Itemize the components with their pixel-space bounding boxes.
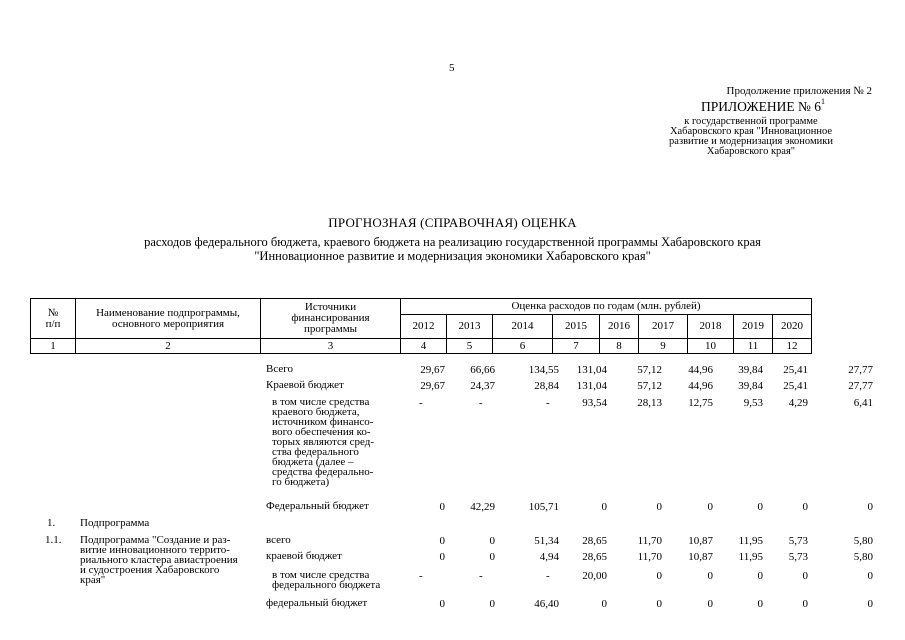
cell-value: 0: [656, 598, 662, 610]
cell-value: 131,04: [576, 364, 607, 376]
cell-value: 11,95: [738, 535, 763, 547]
cell-value: 42,29: [470, 501, 495, 513]
cell-value: 0: [601, 598, 607, 610]
cell-value: 11,70: [637, 551, 662, 563]
header-year: 2012: [401, 315, 447, 339]
subtitle-line: "Инновационное развитие и модернизация экономики Хабаровского края": [254, 249, 651, 263]
cell-value: 93,54: [582, 397, 607, 409]
cell-value: 29,67: [420, 380, 445, 392]
cell-value: 20,00: [582, 570, 607, 582]
cell-value: -: [479, 570, 483, 582]
header-text: №: [47, 306, 59, 319]
cell-value: 0: [802, 570, 808, 582]
appendix-reference: [620, 117, 882, 157]
cell-value: 28,65: [582, 535, 607, 547]
source-line: вого обеспечения ко-: [272, 426, 371, 438]
cell-value: 4,94: [539, 551, 559, 563]
cell-value: 12,75: [688, 397, 713, 409]
header-col-index: 1: [31, 339, 76, 354]
cell-value: 0: [489, 535, 495, 547]
header-col-index: 2: [76, 339, 261, 354]
row-source: всего: [266, 534, 291, 546]
row-source: федеральный бюджет: [266, 597, 368, 609]
header-col-index: 4: [401, 339, 447, 354]
table-header: [30, 298, 812, 354]
header-text: основного мероприятия: [111, 317, 225, 330]
header-year: 2018: [688, 315, 734, 339]
cell-value: 39,84: [738, 364, 763, 376]
header-col-index: 9: [639, 339, 688, 354]
row-source: Краевой бюджет: [266, 379, 344, 391]
cell-value: 46,40: [534, 598, 559, 610]
row-source: [272, 570, 380, 590]
cell-value: -: [546, 570, 550, 582]
header-col-index: 5: [447, 339, 493, 354]
name-line: риального кластера авиастроения: [80, 554, 238, 566]
row-number: 1.: [47, 517, 56, 529]
cell-value: -: [546, 397, 550, 409]
cell-value: 0: [439, 535, 445, 547]
header-year: 2019: [734, 315, 773, 339]
header-col-index: 8: [600, 339, 639, 354]
source-line: краевого бюджета,: [272, 406, 360, 418]
source-line: федерального бюджета: [272, 579, 381, 591]
source-line: ства федерального: [272, 446, 359, 458]
cell-value: 0: [867, 598, 873, 610]
row-source: Федеральный бюджет: [266, 500, 369, 512]
cell-value: 29,67: [420, 364, 445, 376]
header-col-index: 3: [261, 339, 401, 354]
cell-value: 6,41: [853, 397, 873, 409]
cell-value: 0: [802, 501, 808, 513]
cell-value: 0: [601, 501, 607, 513]
cell-value: 0: [707, 501, 713, 513]
cell-value: 27,77: [848, 380, 873, 392]
cell-value: -: [419, 570, 423, 582]
header-text: Наименование подпрограммы,: [96, 306, 240, 319]
cell-value: 27,77: [848, 364, 873, 376]
cell-value: 0: [757, 501, 763, 513]
source-line: источником финансо-: [272, 416, 374, 428]
source-line: в том числе средства: [272, 569, 370, 581]
cell-value: 0: [439, 551, 445, 563]
subtitle-line: расходов федерального бюджета, краевого бюджета на реализацию государственной программы Хабаровского края: [144, 235, 761, 249]
cell-value: 0: [439, 501, 445, 513]
cell-value: 0: [656, 501, 662, 513]
cell-value: 0: [802, 598, 808, 610]
cell-value: 28,65: [582, 551, 607, 563]
cell-value: 44,96: [688, 380, 713, 392]
header-text: Источники: [304, 301, 357, 313]
appendix-ref-line: к государственной программе: [684, 116, 818, 127]
appendix-superscript: 1: [821, 97, 825, 106]
cell-value: -: [479, 397, 483, 409]
cell-value: 0: [439, 598, 445, 610]
row-name: [80, 535, 238, 585]
cell-value: 25,41: [783, 364, 808, 376]
cell-value: 25,41: [783, 380, 808, 392]
continuation-note: Продолжение приложения № 2: [726, 85, 872, 97]
cell-value: 57,12: [637, 364, 662, 376]
name-line: края": [80, 574, 106, 586]
header-col-number: [31, 299, 76, 339]
cell-value: 5,73: [788, 551, 808, 563]
cell-value: 66,66: [470, 364, 495, 376]
cell-value: 131,04: [576, 380, 607, 392]
name-line: и судостроения Хабаровского: [80, 564, 220, 576]
header-text: п/п: [45, 317, 61, 330]
row-source: краевой бюджет: [266, 550, 342, 562]
document-subtitle: [0, 235, 905, 263]
cell-value: 0: [867, 570, 873, 582]
cell-value: 5,80: [853, 551, 873, 563]
header-year: 2015: [553, 315, 600, 339]
header-col-index: 7: [553, 339, 600, 354]
header-col-index: 12: [773, 339, 812, 354]
cell-value: 0: [757, 570, 763, 582]
row-source: Всего: [266, 363, 293, 375]
cell-value: 11,95: [738, 551, 763, 563]
cell-value: 10,87: [688, 535, 713, 547]
appendix-ref-line: Хабаровского края": [706, 146, 796, 157]
cell-value: 0: [867, 501, 873, 513]
header-text: программы: [303, 323, 358, 335]
source-line: в том числе средства: [272, 396, 370, 408]
cell-value: 0: [757, 598, 763, 610]
cell-value: 0: [489, 551, 495, 563]
cell-value: 105,71: [528, 501, 559, 513]
cell-value: 0: [656, 570, 662, 582]
header-col-index: 6: [493, 339, 553, 354]
header-years-group: Оценка расходов по годам (млн. рублей): [401, 299, 812, 315]
source-line: торых являются сред-: [272, 436, 375, 448]
source-line: бюджета (далее –: [272, 456, 354, 468]
header-col-name: [76, 299, 261, 339]
header-col-index: 10: [688, 339, 734, 354]
cell-value: 28,84: [534, 380, 559, 392]
header-year: 2014: [493, 315, 553, 339]
cell-value: 44,96: [688, 364, 713, 376]
cell-value: 5,80: [853, 535, 873, 547]
cell-value: 24,37: [470, 380, 495, 392]
page-number: 5: [449, 62, 455, 74]
cell-value: 134,55: [528, 364, 559, 376]
header-text: финансирования: [291, 312, 370, 324]
header-year: 2020: [773, 315, 812, 339]
header-col-source: [261, 299, 401, 339]
appendix-ref-line: Хабаровского края "Инновационное: [669, 126, 833, 137]
cell-value: 0: [489, 598, 495, 610]
cell-value: 5,73: [788, 535, 808, 547]
cell-value: 28,13: [637, 397, 662, 409]
source-line: го бюджета): [272, 476, 330, 488]
cell-value: 11,70: [637, 535, 662, 547]
header-year: 2017: [639, 315, 688, 339]
cell-value: 10,87: [688, 551, 713, 563]
row-source: [272, 397, 374, 487]
cell-value: 51,34: [534, 535, 559, 547]
appendix-title: [701, 99, 825, 115]
header-year: 2016: [600, 315, 639, 339]
cell-value: -: [419, 397, 423, 409]
cell-value: 0: [707, 570, 713, 582]
header-year: 2013: [447, 315, 493, 339]
source-line: средства федерально-: [272, 466, 374, 478]
cell-value: 4,29: [788, 397, 808, 409]
name-line: витие инновационного террито-: [80, 544, 230, 556]
row-number: 1.1.: [45, 534, 62, 546]
cell-value: 39,84: [738, 380, 763, 392]
cell-value: 9,53: [743, 397, 763, 409]
cell-value: 57,12: [637, 380, 662, 392]
row-name: Подпрограмма: [80, 517, 150, 529]
cell-value: 0: [707, 598, 713, 610]
appendix-ref-line: развитие и модернизация экономики: [669, 136, 833, 147]
appendix-title-text: ПРИЛОЖЕНИЕ № 6: [700, 99, 821, 114]
document-title: ПРОГНОЗНАЯ (СПРАВОЧНАЯ) ОЦЕНКА: [328, 215, 577, 230]
header-col-index: 11: [734, 339, 773, 354]
name-line: Подпрограмма "Создание и раз-: [80, 534, 231, 546]
